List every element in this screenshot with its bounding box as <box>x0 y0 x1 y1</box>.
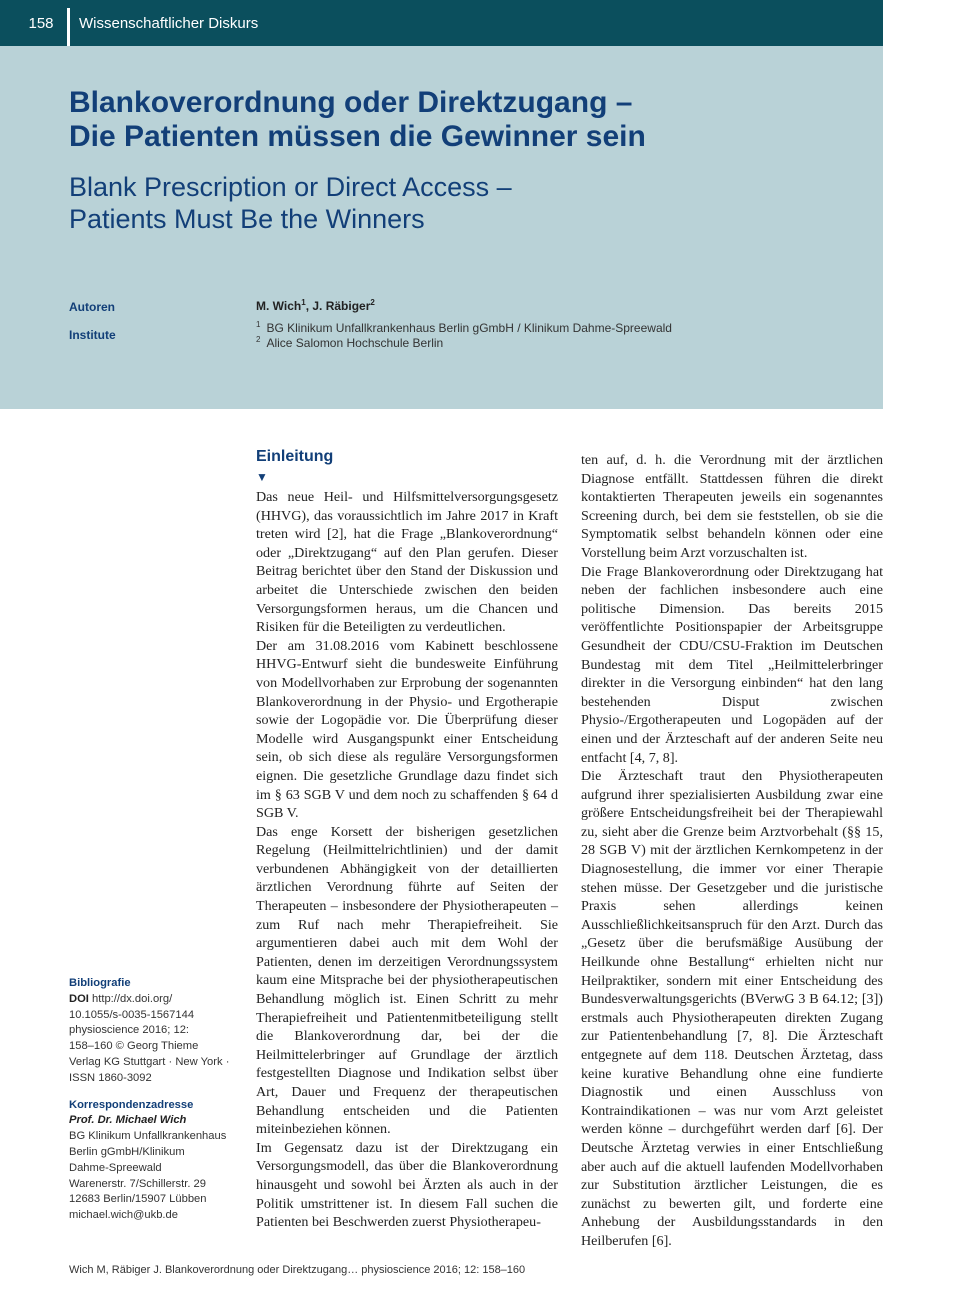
correspondence-label: Korrespondenzadresse <box>69 1098 194 1111</box>
article-title-german <box>69 86 849 154</box>
body-paragraph: Der am 31.08.2016 vom Kabinett beschlossene HHVG-Entwurf sieht die bundesweite Einführung von Modellvorhaben zur Erprobung der sogenannten Blankoverordnung in der Physio- und Ergotherapie sowie der Logopädie vor. Die Überprüfung dieser Modelle wird Ausgangspunkt einer Entscheidung sein, ob sich diese als reguläre Versorgungsformen eignen. Die gesetzliche Grundlage dazu findet sich im § 63 SGB V und dem noch zu schaffenden § 64 d SGB V. <box>256 637 558 822</box>
institutes-label: Institute <box>69 328 116 342</box>
doi-text: http://dx.doi.org/ <box>92 992 173 1005</box>
authors-label: Autoren <box>69 300 115 314</box>
bibliography-line: Verlag KG Stuttgart · New York · <box>69 1055 230 1068</box>
body-paragraph: Im Gegensatz dazu ist der Direktzugang ein Versorgungsmodell, das über die Blankoverordnung hinausgeht und sowohl bei Ärzten als auch in der Politik umstrittener ist. In diesem Fall suchen die Patienten bei Beschwerden zuerst Physiotherapeu- <box>256 1139 558 1231</box>
author-separator: , <box>305 299 313 313</box>
doi-label: DOI <box>69 992 89 1005</box>
title-german-line2: Die Patienten müssen die Gewinner sein <box>69 120 646 153</box>
author-name: M. Wich <box>256 299 302 313</box>
address-line: Dahme-Spreewald <box>69 1161 162 1174</box>
bibliography-line: 158–160 © Georg Thieme <box>69 1040 199 1053</box>
institute-name: BG Klinikum Unfallkrankenhaus Berlin gGmbH / Klinikum Dahme-Spreewald <box>266 321 672 335</box>
article-sidebar <box>69 976 239 1224</box>
institute-item <box>256 321 672 335</box>
title-german-line1: Blankoverordnung oder Direktzugang – <box>69 86 633 119</box>
email-link[interactable]: michael.wich@ukb.de <box>69 1209 178 1222</box>
author-list <box>256 299 375 313</box>
bibliography-line: ISSN 1860-3092 <box>69 1071 152 1084</box>
address-line: Warenerstr. 7/Schillerstr. 29 <box>69 1177 206 1190</box>
author-affiliation-number: 1 <box>301 298 306 307</box>
page-number: 158 <box>28 15 54 32</box>
body-paragraph: Das neue Heil- und Hilfsmittelversorgungsgesetz (HHVG), das voraussichtlich im Jahre 2017 in Kraft treten wird [2], hat die Frage „Blankoverordnung“ oder „Direktzugang“ auf den Plan gerufen. Dieser Beitrag berichtet über den Stand der Diskussion und arbeitet die Unterschiede zwischen den beiden Versorgungsformen heraus, um die Chancen und Risiken für die Beteiligten zu verdeutlichen. <box>256 489 558 636</box>
institute-number: 2 <box>256 335 261 344</box>
institute-number: 1 <box>256 320 261 329</box>
section-title: Wissenschaftlicher Diskurs <box>79 15 259 32</box>
title-english-line1: Blank Prescription or Direct Access – <box>69 172 512 202</box>
running-header <box>0 0 883 46</box>
bibliography-line: physioscience 2016; 12: <box>69 1024 190 1037</box>
body-paragraph: ten auf, d. h. die Verordnung mit der ärztlichen Diagnose entfällt. Stattdessen führen die direkt kontaktierten Therapeuten jeweils ein sogenanntes Screening durch, bei dem sie feststellen, ob sie die Symptomatik selbst behandeln können oder eine Vorstellung beim Arzt vorzuschalten ist. <box>581 452 883 561</box>
title-english-line2: Patients Must Be the Winners <box>69 204 425 234</box>
author-name: J. Räbiger <box>312 299 371 313</box>
bibliography-line: 10.1055/s-0035-1567144 <box>69 1008 195 1021</box>
footer-citation: Wich M, Räbiger J. Blankoverordnung oder Direktzugang… physioscience 2016; 12: 158–160 <box>69 1264 526 1276</box>
body-column-2 <box>581 451 883 1251</box>
bibliography-label: Bibliografie <box>69 977 131 989</box>
address-line: 12683 Berlin/15907 Lübben <box>69 1193 207 1206</box>
address-line: BG Klinikum Unfallkrankenhaus <box>69 1130 227 1143</box>
article-title-english <box>69 171 849 235</box>
header-divider <box>67 8 70 46</box>
body-column-1 <box>256 488 558 1232</box>
doi-line <box>69 992 239 1008</box>
body-paragraph: Die Frage Blankoverordnung oder Direktzugang hat neben der fachlichen insbesondere auch eine politische Dimension. Das bereits 2015 veröffentlichte Positionspapier der Arbeitsgruppe Gesundheit der CDU/CSU-Fraktion im Deutschen Bundestag mit dem Titel „Heilmittelerbringer direkter in die Versorgung einbinden“ hat den lang bestehenden Disput zwischen Physio-/Ergotherapeuten und Logopäden auf der einen und der Ärzteschaft auf der anderen Seite neu entfacht [4, 7, 8]. <box>581 563 883 766</box>
body-paragraph: Das enge Korsett der bisherigen gesetzlichen Regelung (Heilmittelrichtlinien) und der damit verbundenen Abhängigkeit von der detaillierten ärztlichen Verordnung führte auf Seiten der Therapeuten – insbesondere der Physiotherapeuten – zum Ruf nach mehr Therapiefreiheit. Sie argumentieren dabei auch mit dem Wohl der Patienten, denen im derzeitigen Verordnungssystem kaum eine Mitsprache bei der physiotherapeutischen Behandlung möglich ist. Einen Schritt zu mehr Therapiefreiheit und Patientenmitbeteiligung stellt die Blankoverordnung dar, bei der die Heilmittelerbringer auf Grundlage der ärztlich festgestellten Diagnose und Indikation selbst über Art, Dauer und Frequenz der therapeutischen Behandlung entscheiden und die Patienten miteinbeziehen können. <box>256 823 558 1138</box>
correspondence-name: Prof. Dr. Michael Wich <box>69 1114 187 1127</box>
title-block <box>0 46 883 409</box>
institute-item <box>256 336 443 350</box>
section-marker-icon: ▼ <box>256 470 268 484</box>
address-line: Berlin gGmbH/Klinikum <box>69 1145 185 1158</box>
body-paragraph: Die Ärzteschaft traut den Physiotherapeuten aufgrund ihrer spezialisierten Ausbildung zwar eine größere Entscheidungsfreiheit bei der Therapiewahl zu, sieht aber die Grenze beim Arztvorbehalt (§§ 15, 28 SGB V) mit der ärztlichen Kernkompetenz in der Diagnosestellung, die immer vor einer Therapie stehen müsse. Der Gesetzgeber und die juristische Praxis sehen allerdings keinen Ausschließlichkeitsanspruch für den Arzt. Durch das „Gesetz über die berufsmäßige Ausübung der Heilkunde ohne Bestallung“ erhielten nicht nur Heilpraktiker, sondern mit einer Entscheidung des Bundesverwaltungsgerichts (BVerwG 3 B 64.12; [3]) erstmals auch Physiotherapeuten direkten Zugang zur Patientenbehandlung [7, 8]. Die Ärzteschaft entgegnete auf dem 118. Deutschen Ärztetag, dass keine kurative Behandlung ohne eine fundierte Diagnostik und einen Ausschluss von Kontraindikationen – was nur vom Arzt geleistet werden könne – durchgeführt werden darf [6]. Der Deutsche Ärztetag verwies in einer Entschließung aber auch auf die aktuell laufenden Modellvorhaben zur Substitution ärztlicher Leistungen, die es zunächst zu bewerten gilt, und forderte eine Anhebung der Ausbildungsstandards in den Heilberufen [6]. <box>581 768 883 1249</box>
author-affiliation-number: 2 <box>370 298 375 307</box>
section-heading-einleitung: Einleitung <box>256 448 334 465</box>
institute-name: Alice Salomon Hochschule Berlin <box>266 336 444 350</box>
